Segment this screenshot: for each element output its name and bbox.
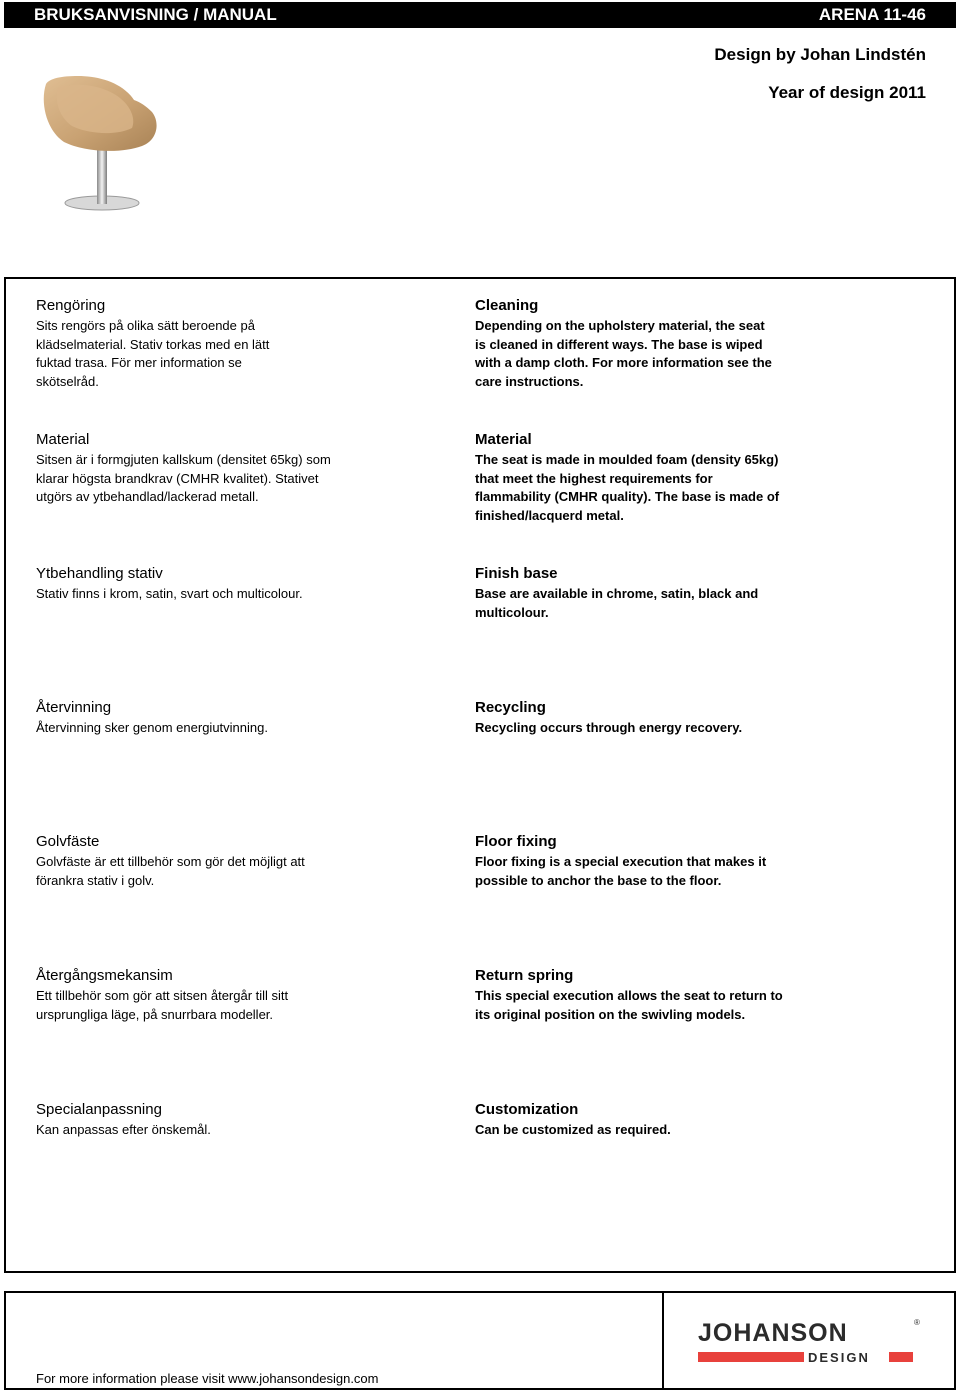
section-title: Återvinning: [36, 699, 112, 716]
section-title: Floor fixing: [475, 833, 557, 850]
section-body: Floor fixing is a special execution that makes it possible to anchor the base to the floor.: [475, 854, 767, 888]
section-cleaning-en: [475, 297, 795, 391]
section-body: Sitsen är i formgjuten kallskum (densitet 65kg) som klarar högsta brandkrav (CMHR kvalitet). Stativet utgörs av ytbehandlad/lackerad metall.: [36, 452, 331, 504]
logo-red-bar-right: [889, 1352, 913, 1362]
footer-website-text: For more information please visit www.johansondesign.com: [36, 1371, 379, 1386]
manual-title: BRUKSANVISNING / MANUAL: [34, 5, 277, 24]
section-title: Golvfäste: [36, 833, 100, 850]
section-finish-sv: [36, 565, 356, 604]
section-body: Stativ finns i krom, satin, svart och multicolour.: [36, 586, 303, 601]
section-body: This special execution allows the seat to return to its original position on the swivling models.: [475, 988, 783, 1022]
footer-panel: [4, 1291, 664, 1390]
section-return-spring-en: [475, 967, 795, 1024]
section-title: Cleaning: [475, 297, 539, 314]
section-floor-fixing-sv: [36, 833, 356, 890]
designer-credit: Design by Johan Lindstén: [714, 45, 926, 64]
section-body: Recycling occurs through energy recovery.: [475, 720, 743, 735]
section-material-en: [475, 431, 795, 525]
section-customization-sv: [36, 1101, 356, 1140]
section-title: Specialanpassning: [36, 1101, 162, 1118]
logo-registered: ®: [914, 1318, 920, 1327]
section-title: Recycling: [475, 699, 546, 716]
logo-panel: [662, 1291, 956, 1390]
section-body: Base are available in chrome, satin, black and multicolour.: [475, 586, 759, 620]
section-body: Golvfäste är ett tillbehör som gör det möjligt att förankra stativ i golv.: [36, 854, 305, 888]
section-return-spring-sv: [36, 967, 356, 1024]
section-body: The seat is made in moulded foam (density 65kg) that meet the highest requirements for flammability (CMHR quality). The base is made of finished/lacquerd metal.: [475, 452, 780, 523]
section-title: Finish base: [475, 565, 558, 582]
section-finish-en: [475, 565, 795, 622]
logo-wordmark: JOHANSON: [698, 1319, 848, 1347]
section-body: Can be customized as required.: [475, 1122, 671, 1137]
section-body: Sits rengörs på olika sätt beroende på klädselmaterial. Stativ torkas med en lätt fuktad trasa. För mer information se skötselråd.: [36, 318, 270, 389]
section-title: Customization: [475, 1101, 579, 1118]
section-title: Return spring: [475, 967, 574, 984]
content-panel: [4, 277, 956, 1273]
section-material-sv: [36, 431, 356, 507]
section-title: Material: [36, 431, 90, 448]
header-bar: [4, 2, 956, 28]
section-body: Depending on the upholstery material, the seat is cleaned in different ways. The base is wiped with a damp cloth. For more information see the care instructions.: [475, 318, 772, 389]
design-year: Year of design 2011: [768, 83, 926, 102]
section-floor-fixing-en: [475, 833, 795, 890]
section-body: Kan anpassas efter önskemål.: [36, 1122, 211, 1137]
section-recycling-en: [475, 699, 795, 738]
product-code: ARENA 11-46: [818, 5, 926, 24]
section-cleaning-sv: [36, 297, 356, 391]
johanson-design-logo: [662, 1293, 956, 1392]
section-title: Rengöring: [36, 297, 106, 314]
logo-subword: DESIGN: [808, 1350, 870, 1365]
logo-red-bar-left: [698, 1352, 804, 1362]
chair-image: [36, 72, 164, 214]
chair-pole: [97, 146, 107, 204]
section-body: Ett tillbehör som gör att sitsen återgår till sitt ursprungliga läge, på snurrbara modeller.: [36, 988, 289, 1022]
section-title: Ytbehandling stativ: [36, 565, 163, 582]
section-customization-en: [475, 1101, 795, 1140]
section-recycling-sv: [36, 699, 356, 738]
section-body: Återvinning sker genom energiutvinning.: [36, 720, 268, 735]
section-title: Återgångsmekansim: [36, 967, 173, 984]
section-title: Material: [475, 431, 532, 448]
